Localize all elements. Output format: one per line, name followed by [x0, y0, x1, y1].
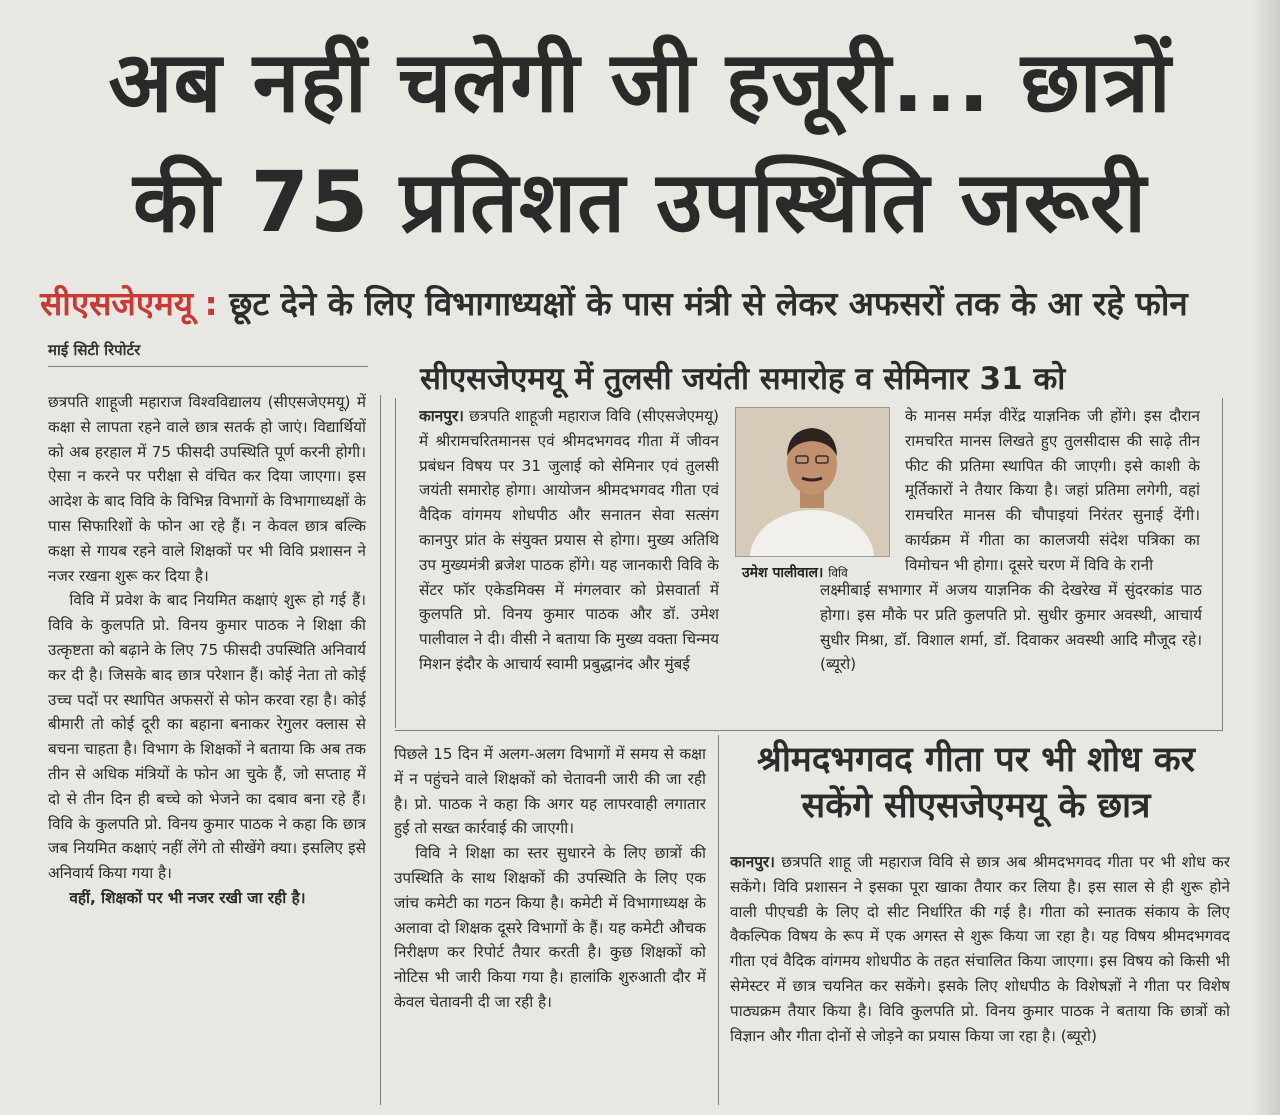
page-edge-shadow: [1252, 0, 1280, 1115]
portrait-image: [736, 408, 889, 556]
kicker-tag: सीएसजेएमयू :: [40, 284, 218, 323]
tulsi-box-right-border: [1222, 398, 1223, 730]
tulsi-headline: सीएसजेएमयू में तुलसी जयंती समारोह व सेमिनार 31 को: [420, 361, 1066, 397]
left-para-3: वहीं, शिक्षकों पर भी नजर रखी जा रही है।: [69, 888, 306, 907]
photo-caption-name: उमेश पालीवाल।: [742, 565, 824, 581]
left-para-1: छत्रपति शाहूजी महाराज विश्वविद्यालय (सीएसजेएमयू) में कक्षा से लापता रहने वाले छात्र सतर्क हो जाएं। विद्यार्थियों को अब हरहाल में 75 फीसदी उपस्थिति पूर्ण करनी होगी। ऐसा न करने पर परीक्षा से वंचित कर दिया जाएगा। इस आदेश के बाद विवि के विभिन्न विभागों के विभागाध्यक्षों के पास सिफारिशों के फोन आ रहे हैं। न केवल छात्र बल्कि कक्षा से गायब रहने वाले शिक्षकों पर भी विवि प्रशासन ने नजर रखना शुरू कर दिया है।: [48, 393, 366, 585]
middle-para-2: विवि ने शिक्षा का स्तर सुधारने के लिए छात्रों की उपस्थिति के साथ शिक्षकों की उपस्थिति के लिए एक जांच कमेटी का गठन किया है। कमेटी में विभागाध्यक्ष के अलावा दो शिक्षक दूसरे विभागों के हैं। यह कमेटी औचक निरीक्षण कर रिपोर्ट तैयार करती है। कुछ शिक्षकों को नोटिस भी जारी किया गया है। हालांकि शुरुआती दौर में केवल चेतावनी दी जा रही है।: [394, 844, 706, 1011]
column-divider-left: [380, 395, 381, 1105]
tulsi-column-2: [905, 404, 1200, 584]
tulsi-text-2: के मानस मर्मज्ञ वीरेंद्र याज्ञनिक जी होंगे। इस दौरान रामचरित मानस लिखते हुए तुलसीदास की साढ़े तीन फीट की प्रतिमा स्थापित की जाएगी। इसे काशी के मूर्तिकारों ने तैयार किया है। जहां प्रतिमा लगेगी, वहां रामचरित मानस की चौपाइयां निरंतर सुनाई देंगी। कार्यक्रम में गीता का कालजयी संदेश पत्रिका का विमोचन भी होगा। दूसरे चरण में विवि के रानी: [905, 407, 1200, 574]
kicker: [40, 280, 1250, 325]
kicker-text: छूट देने के लिए विभागाध्यक्षों के पास मंत्री से लेकर अफसरों तक के आ रहे फोन: [217, 284, 1188, 323]
gita-body: [730, 850, 1230, 1110]
tulsi-column-1: [419, 404, 719, 774]
tulsi-dateline: कानपुर।: [419, 407, 464, 425]
gita-text: छत्रपति शाहू जी महाराज विवि से छात्र अब श्रीमदभगवद गीता पर भी शोध कर सकेंगे। विवि प्रशासन ने इसका पूरा खाका तैयार कर लिया है। इस साल से ही शुरू होने वाली पीएचडी के लिए दो सीट निर्धारित की गई है। गीता को स्नातक संकाय के लिए वैकल्पिक विषय के रूप में एक अगस्त से शुरू किया जा रहा है। यह विषय श्रीमदभगवद गीता एवं वैदिक वांगमय शोधपीठ के तहत संचालित किया जाएगा। इस विषय को किसी भी सेमेस्टर में छात्र चयनित कर सकेंगे। इसके लिए शोधपीठ के विशेषज्ञों ने गीता पर विशेष पाठ्यक्रम तैयार किया है। विवि कुलपति प्रो. विनय कुमार पाठक ने बताया कि छात्रों को विज्ञान और गीता दोनों से जोड़ने का प्रयास किया जा रहा है। (ब्यूरो): [730, 853, 1230, 1045]
middle-para-1: पिछले 15 दिन में अलग-अलग विभागों में समय से कक्षा में न पहुंचने वाले शिक्षकों को चेतावनी जारी की जा रही है। प्रो. पाठक ने कहा कि अगर यह लापरवाही लगातार हुई तो सख्त कार्रवाई की जाएगी।: [394, 745, 706, 838]
tulsi-text-3: लक्ष्मीबाई सभागार में अजय याज्ञनिक की देखरेख में सुंदरकांड पाठ होगा। इस मौके पर प्रति कुलपति प्रो. सुधीर कुमार अवस्थी, आचार्य सुधीर मिश्रा, डॉ. विशाल शर्मा, डॉ. दिवाकर अवस्थी आदि मौजूद रहे। (ब्यूरो): [820, 581, 1202, 674]
tulsi-box-left-border: [395, 398, 396, 728]
headline-line-2: की 75 प्रतिशत उपस्थिति जरूरी: [132, 153, 1148, 251]
byline-rule: [48, 366, 368, 367]
middle-column: [394, 742, 706, 1107]
byline: माई सिटी रिपोर्टर: [48, 341, 141, 359]
gita-dateline: कानपुर।: [730, 853, 775, 871]
tulsi-column-3: [820, 578, 1202, 728]
portrait-photo: [735, 407, 890, 557]
left-column: [48, 390, 366, 1110]
tulsi-text-1: छत्रपति शाहूजी महाराज विवि (सीएसजेएमयू) में श्रीरामचरितमानस एवं श्रीमदभगवद गीता में जीवन प्रबंधन विषय पर 31 जुलाई को सेमिनार एवं तुलसी जयंती समारोह होगा। आयोजन श्रीमदभगवद गीता एवं वैदिक वांगमय शोधपीठ और सनातन सेवा सत्संग कानपुर प्रांत के संयुक्त प्रयास से होगा। मुख्य अतिथि उप मुख्यमंत्री ब्रजेश पाठक होंगे। यह जानकारी विवि के सेंटर फॉर एकेडमिक्स में मंगलवार को प्रेसवार्ता में कुलपति प्रो. विनय कुमार पाठक और डॉ. उमेश पालीवाल ने दी। वीसी ने बताया कि मुख्य वक्ता चिन्मय मिशन इंदौर के आचार्य स्वामी प्रबुद्धानंद और मुंबई: [419, 407, 719, 673]
gita-headline: श्रीमदभगवद गीता पर भी शोध कर सकेंगे सीएसजेएमयू के छात्र: [757, 740, 1195, 826]
left-para-2: विवि में प्रवेश के बाद नियमित कक्षाएं शुरू हो गई हैं। विवि के कुलपति प्रो. विनय कुमार पाठक ने शिक्षा की उत्कृष्टता को बढ़ाने के लिए 75 फीसदी उपस्थिति अनिवार्य कर दी है। जिसके बाद छात्र परेशान हैं। कोई नेता तो कोई उच्च पदों पर स्थापित अफसरों से फोन करवा रहा है। कोई बीमारी तो कोई दूरी का बहाना बनाकर रेगुलर क्लास से बचना चाहता है। विभाग के शिक्षकों ने बताया कि अब तक तीन से अधिक मंत्रियों के फोन आ चुके हैं, जो सप्ताह में दो से तीन दिन ही बच्चे को भेजने का दबाव बना रहे हैं। विवि के कुलपति प्रो. विनय कुमार पाठक ने कहा कि छात्र जब नियमित कक्षाएं नहीं लेंगे तो सीखेंगे क्या। इसलिए इसे अनिवार्य किया गया है।: [48, 591, 366, 883]
headline-line-1: अब नहीं चलेगी जी हजूरी... छात्रों: [108, 33, 1172, 131]
column-divider-right: [718, 735, 719, 1105]
photo-caption-source: विवि: [828, 566, 848, 580]
